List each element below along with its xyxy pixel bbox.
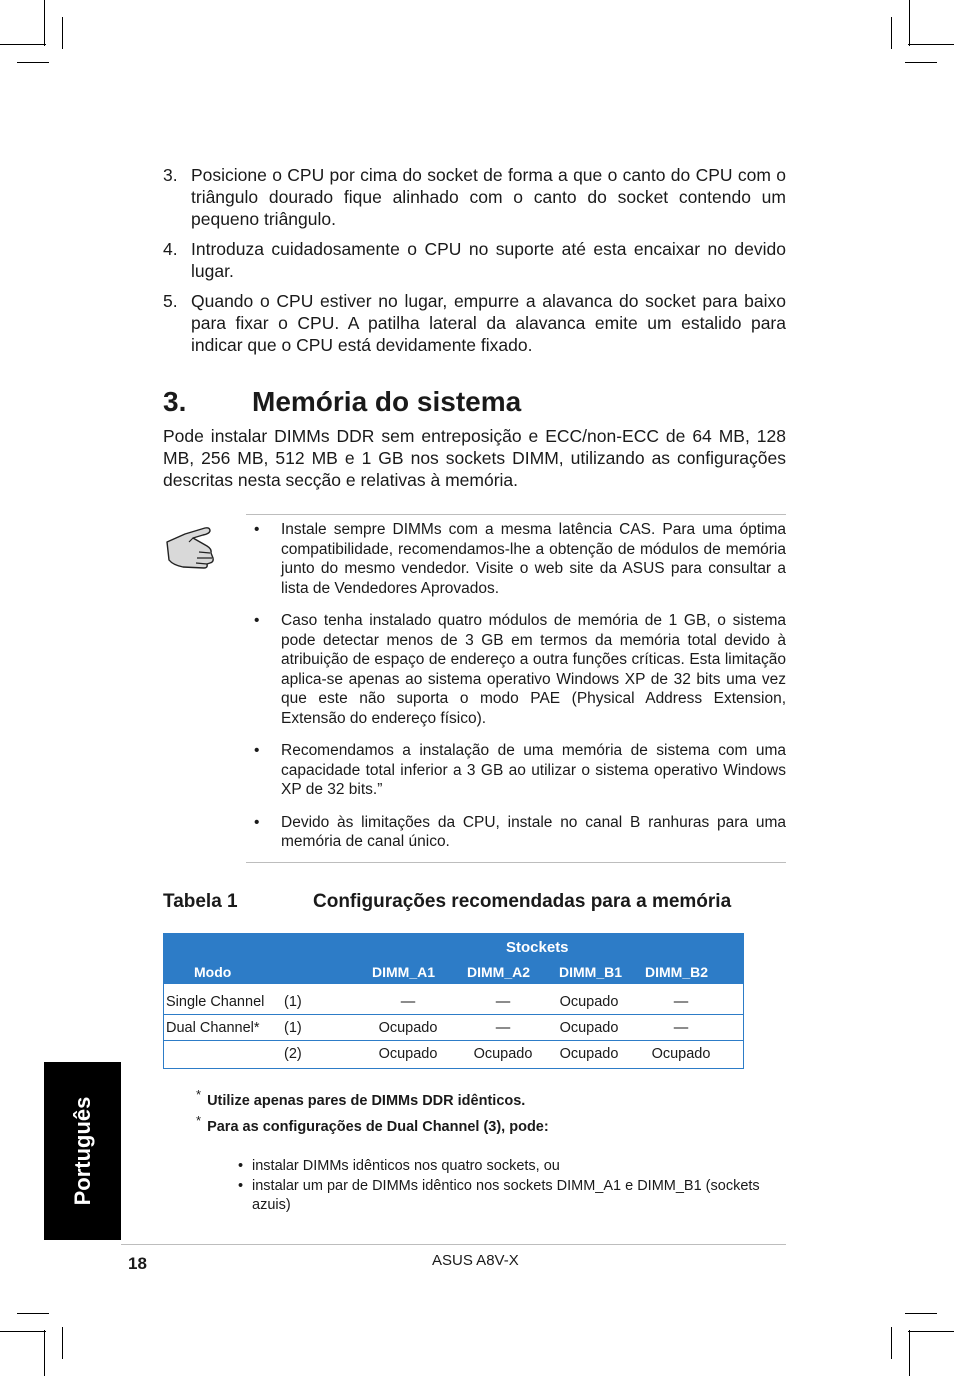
cell-dimm-a1: Ocupado xyxy=(378,1020,438,1036)
list-item xyxy=(238,1177,786,1215)
note-text: Caso tenha instalado quatro módulos de memória de 1 GB, o sistema pode detectar menos de 3 GB em termos da memória total devido à atribuição de espaço de endereço a outra funções críticas. Esta limitação aplica-se apenas ao sistema operativo Windows XP de 32 bits uma vez que este não suporta o modo PAE (Physical Address Extension, Extensão do endereço físico). xyxy=(281,612,786,727)
footnote-mark: * xyxy=(196,1087,202,1102)
language-label: Português xyxy=(69,1096,95,1206)
footnote-mark: * xyxy=(196,1112,202,1128)
step-number: 3. xyxy=(163,165,178,185)
section-heading xyxy=(163,386,521,418)
page-number: 18 xyxy=(128,1254,147,1273)
note-item xyxy=(254,611,786,728)
bullet: • xyxy=(238,1177,244,1194)
hand-pointing-icon xyxy=(163,520,219,570)
memory-config-table xyxy=(163,933,744,1069)
note-text: Devido às limitações da CPU, instale no canal B ranhuras para uma memória de canal único. xyxy=(281,813,786,850)
note-item xyxy=(254,520,786,598)
crop-mark xyxy=(17,1313,49,1314)
bullet: • xyxy=(238,1157,244,1174)
bullet: • xyxy=(254,521,260,538)
crop-mark xyxy=(0,1331,46,1332)
crop-mark xyxy=(44,1330,45,1376)
list-item-text: instalar DIMMs idênticos nos quatro sockets, ou xyxy=(252,1157,560,1174)
crop-mark xyxy=(908,44,954,45)
row-number: (1) xyxy=(284,1020,302,1036)
note-item xyxy=(254,741,786,800)
row-mode: Dual Channel* xyxy=(166,1020,260,1036)
cell-dimm-a1: Ocupado xyxy=(378,1046,438,1062)
list-item-text: instalar um par de DIMMs idêntico nos sockets DIMM_A1 e DIMM_B1 (sockets azuis) xyxy=(252,1177,760,1213)
section-title: Memória do sistema xyxy=(252,386,522,417)
table-footnotes xyxy=(196,1087,786,1216)
bullet: • xyxy=(254,813,260,831)
cell-dimm-a1: — xyxy=(400,994,416,1010)
table-row xyxy=(164,1040,743,1066)
cell-dimm-a2: — xyxy=(495,1020,511,1036)
table-row xyxy=(164,1014,743,1040)
crop-mark xyxy=(62,17,63,49)
footnote xyxy=(196,1113,786,1135)
header-dimm-b1: DIMM_B1 xyxy=(559,964,623,980)
crop-mark xyxy=(891,1327,892,1359)
installation-steps xyxy=(163,164,786,364)
cell-dimm-b1: Ocupado xyxy=(559,1020,619,1036)
footer-divider xyxy=(121,1244,786,1245)
product-name: ASUS A8V-X xyxy=(432,1252,519,1269)
language-side-tab xyxy=(44,1062,121,1240)
note-text: Instale sempre DIMMs com a mesma latência CAS. Para uma óptima compatibilidade, recomendamos-lhe a obtenção de módulos de memória junto do mesmo vendedor. Visite o web site da ASUS para consultar a lista de Vendedores Aprovados. xyxy=(281,521,786,597)
cell-dimm-b1: Ocupado xyxy=(559,994,619,1010)
step-text: Introduza cuidadosamente o CPU no suporte até esta encaixar no devido lugar. xyxy=(191,239,786,281)
table-caption xyxy=(163,891,731,913)
step-number: 5. xyxy=(163,291,178,311)
cell-dimm-b2: — xyxy=(673,1020,689,1036)
header-dimm-b2: DIMM_B2 xyxy=(645,964,709,980)
note-text: Recomendamos a instalação de uma memória de sistema com uma capacidade total inferior a 3 GB ao utilizar o sistema operativo Windows XP de 32 bits.” xyxy=(281,742,786,798)
table-header xyxy=(164,934,743,984)
cell-dimm-a2: Ocupado xyxy=(473,1046,533,1062)
cell-dimm-b1: Ocupado xyxy=(559,1046,619,1062)
row-number: (2) xyxy=(284,1046,302,1062)
step-text: Posicione o CPU por cima do socket de forma a que o canto do CPU com o triângulo dourado ﬁque alinhado com o canto do socket contendo um pequeno triângulo. xyxy=(191,165,786,229)
cell-dimm-b2: — xyxy=(673,994,689,1010)
step-item xyxy=(163,238,786,282)
crop-mark xyxy=(0,44,46,45)
note-list xyxy=(254,520,786,865)
cell-dimm-b2: Ocupado xyxy=(651,1046,711,1062)
step-item xyxy=(163,164,786,230)
cell-dimm-a2: — xyxy=(495,994,511,1010)
footnote-text: Para as conﬁgurações de Dual Channel (3), pode: xyxy=(207,1118,549,1135)
crop-mark xyxy=(909,0,910,46)
note-item xyxy=(254,813,786,852)
crop-mark xyxy=(17,62,49,63)
crop-mark xyxy=(908,1331,954,1332)
step-number: 4. xyxy=(163,239,178,259)
crop-mark xyxy=(905,1313,937,1314)
row-mode: Single Channel xyxy=(166,994,265,1010)
footnote xyxy=(196,1087,786,1109)
step-text: Quando o CPU estiver no lugar, empurre a alavanca do socket para baixo para ﬁxar o CPU. A patilha lateral da alavanca emite um estalido para indicar que o CPU está devidamente ﬁxado. xyxy=(191,291,786,355)
bullet: • xyxy=(254,742,260,759)
row-number: (1) xyxy=(284,994,302,1010)
header-dimm-a1: DIMM_A1 xyxy=(372,964,436,980)
table-title: Conﬁgurações recomendadas para a memória xyxy=(313,891,732,912)
crop-mark xyxy=(62,1327,63,1359)
table-label: Tabela 1 xyxy=(163,891,238,912)
list-item xyxy=(238,1157,786,1176)
step-item xyxy=(163,290,786,356)
footnote-sub-list xyxy=(238,1157,786,1215)
table-row xyxy=(164,988,743,1014)
header-sockets: Stockets xyxy=(506,939,569,956)
header-mode: Modo xyxy=(194,964,232,980)
section-number: 3. xyxy=(163,386,187,417)
footnote-text: Utilize apenas pares de DIMMs DDR idênticos. xyxy=(207,1092,526,1109)
crop-mark xyxy=(905,62,937,63)
bullet: • xyxy=(254,612,260,629)
header-dimm-a2: DIMM_A2 xyxy=(467,964,531,980)
section-intro: Pode instalar DIMMs DDR sem entreposição e ECC/non-ECC de 64 MB, 128 MB, 256 MB, 512 MB e 1 GB nos sockets DIMM, utilizando as conﬁgurações descritas nesta secção e relativas à memória. xyxy=(163,426,786,490)
crop-mark xyxy=(909,1330,910,1376)
crop-mark xyxy=(44,0,45,46)
crop-mark xyxy=(891,17,892,49)
